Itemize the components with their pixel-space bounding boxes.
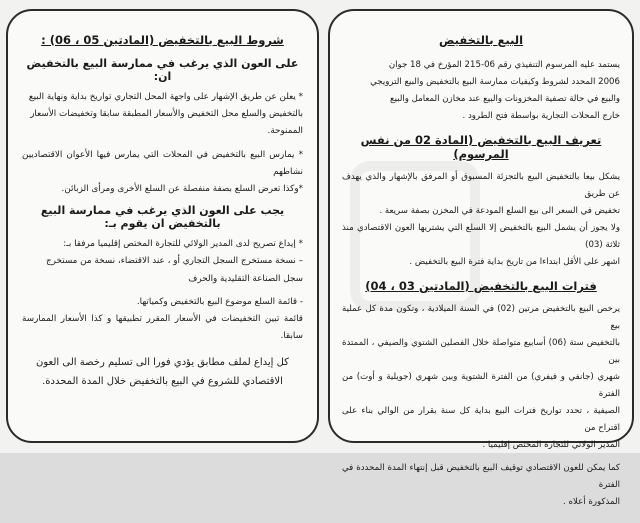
left-paragraph-declaration xyxy=(22,236,303,288)
text-line: يشكل بيعا بالتخفيض البيع بالتجزئة المسبوق أو المرفق بالإشهار والذي يهدف عن طريق xyxy=(342,172,620,199)
right-heading-periods: فترات البيع بالتخفيض (المادتين 03 ، 04) xyxy=(365,279,597,293)
left-panel xyxy=(6,9,319,443)
text-line: * يمارس البيع بالتخفيض في المحلات التي يمارس فيها الأعوان الاقتصاديين نشاطهم xyxy=(22,149,303,177)
text-line: شهري (جانفي و فيفري) من الفترة الشتوية وبين شهري (جويلية و أوت) من الفترة xyxy=(342,372,620,399)
text-line: *وكذا تعرض السلع بصفة منفصلة عن السلع الأخرى ومرأى الزبائن. xyxy=(61,184,303,195)
text-line: - قائمة السلع موضوع البيع بالتخفيض وكمياتها. xyxy=(136,296,303,307)
text-line: 2006 المحدد لشروط وكيفيات ممارسة البيع بالتخفيض والبيع الترويجي xyxy=(370,77,620,87)
text-line: سجل الصناعة التقليدية والحرف xyxy=(188,273,303,284)
right-panel xyxy=(328,9,634,507)
right-paragraph-intro xyxy=(342,57,620,125)
text-line: تخفيض في السعر الى بيع السلع المودعة في المخزن بصفة سريعة . xyxy=(379,206,620,216)
left-paragraph-license xyxy=(22,353,303,391)
text-line: المدير الولائي للتجارة المختص إقليميا . xyxy=(482,440,620,450)
right-title: البيع بالتخفيض xyxy=(438,33,524,47)
text-line: الممنوحة. xyxy=(267,126,303,137)
text-line: الصيفية ، تحدد تواريخ فترات البيع بداية كل سنة بقرار من الوالي بناء على اقتراح من xyxy=(342,406,620,433)
text-line: بالتخفيض والسلع محل التخفيض والأسعار المطبقة سابقا وتخفيضات الأسعار xyxy=(30,109,303,120)
text-line: والبيع في حالة تصفية المخزونات والبيع عند مخازن المعامل والبيع xyxy=(390,94,620,104)
text-line: * يعلن عن طريق الإشهار على واجهة المحل التجاري تواريخ بداية ونهاية البيع xyxy=(28,92,303,102)
left-paragraph-lists xyxy=(22,294,303,346)
left-paragraph-premises xyxy=(22,147,303,199)
text-line: * إيداع تصريح لدى المدير الولائي للتجارة المختص إقليميا مرفقا بـ: xyxy=(63,239,303,250)
right-heading-definition: تعريف البيع بالتخفيض (المادة 02 من نفس المرسوم) xyxy=(360,133,602,161)
left-heading-conditions: على العون الذي يرغب في ممارسة البيع بالتخفيض ان: xyxy=(26,57,299,83)
left-title: شروط البيع بالتخفيض (المادتين 05 ، 06) : xyxy=(41,33,284,47)
left-paragraph-advertising xyxy=(22,89,303,141)
right-paragraph-periods xyxy=(342,301,620,454)
text-line: كل إيداع لملف مطابق يؤدي فورا الى تسليم رخصة الى العون xyxy=(36,357,289,369)
right-paragraph-closing xyxy=(342,460,620,511)
text-line: – نسخة مستخرج السجل التجاري أو ، عند الاقتضاء، نسخة من مستخرج xyxy=(45,256,303,267)
text-line: كما يمكن للعون الاقتصادي توقيف البيع بالتخفيض قبل إنتهاء المدة المحددة في الفترة xyxy=(342,463,620,490)
text-line: يرخص البيع بالتخفيض مرتين (02) في السنة الميلادية ، وتكون مدة كل عملية بيع xyxy=(342,304,620,331)
text-line: المذكورة أعلاه . xyxy=(562,497,620,507)
watermark-logo xyxy=(350,161,480,311)
text-line: ولا يجوز أن يشمل البيع بالتخفيض إلا السلع التي يشتريها العون الاقتصادي منذ ثلاثة (03) xyxy=(342,223,620,250)
text-line: قائمة تبين التخفيضات في الأسعار المقرر تطبيقها و كذا الأسعار الممارسة سابقا. xyxy=(22,314,303,342)
text-line: الاقتصادي للشروع في البيع بالتخفيض خلال المدة المحددة. xyxy=(42,376,283,388)
text-line: يستمد عليه المرسوم التنفيذي رقم 06-215 المؤرخ في 18 جوان xyxy=(388,60,620,70)
text-line: اشهر على الأقل ابتداءا من تاريخ بداية فترة البيع بالتخفيض . xyxy=(409,257,620,267)
text-line: بالتخفيض ستة (06) أسابيع متواصلة خلال الفصلين الشتوي والصيفي ، الممتدة بين xyxy=(342,338,620,365)
text-line: خارج المحلات التجارية بواسطة فتح الطرود . xyxy=(462,111,620,121)
left-heading-obligations: يجب على العون الذي يرغب في ممارسة البيع بالتخفيض ان يقوم بـ: xyxy=(40,204,285,231)
